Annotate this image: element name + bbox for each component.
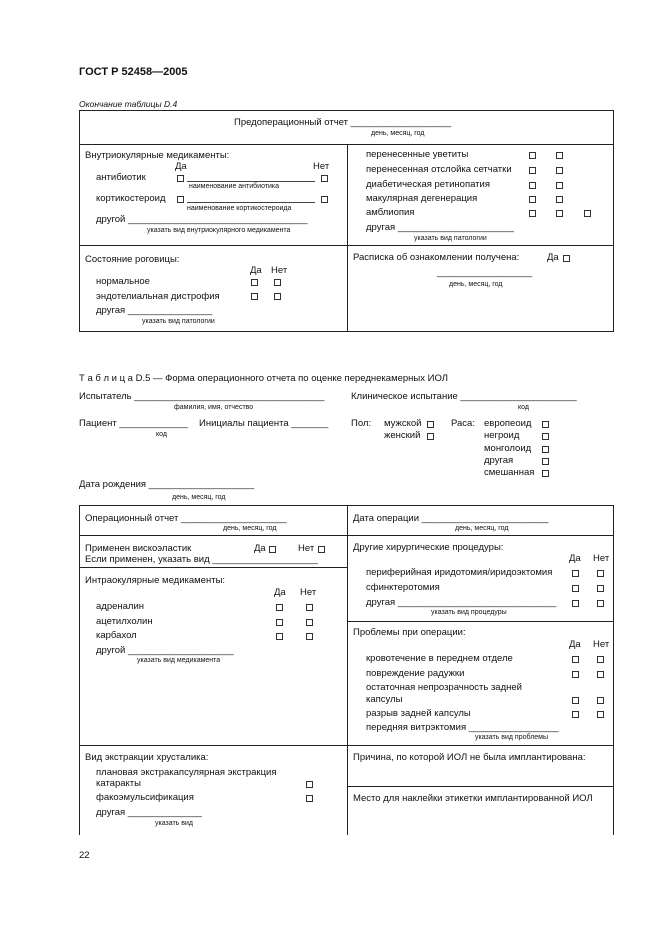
cornea-yes-checkbox[interactable] bbox=[251, 279, 258, 286]
d4-antibiotic-label: антибиотик bbox=[96, 172, 146, 183]
d4-row-divider bbox=[79, 245, 614, 246]
investigator-hint: фамилия, имя, отчество bbox=[174, 404, 254, 411]
investigator-field[interactable]: Испытатель ____________________________________ bbox=[79, 391, 325, 402]
history-yes-checkbox[interactable] bbox=[529, 167, 536, 174]
sex-label: Пол: bbox=[351, 418, 372, 429]
d5-row-divider bbox=[347, 621, 614, 622]
procedure-item: периферийная иридотомия/иридоэктомия bbox=[366, 567, 553, 578]
history-no-checkbox[interactable] bbox=[556, 210, 563, 217]
d4-meds-no: Нет bbox=[313, 161, 330, 172]
cornea-no-checkbox[interactable] bbox=[274, 293, 281, 300]
sex-checkbox[interactable] bbox=[427, 433, 434, 440]
problem-no-checkbox[interactable] bbox=[597, 697, 604, 704]
race-option: монголоид bbox=[484, 443, 532, 454]
patient-hint: код bbox=[156, 431, 167, 438]
history-no-checkbox[interactable] bbox=[556, 167, 563, 174]
problems-title: Проблемы при операции: bbox=[353, 627, 466, 638]
other-procedures-title: Другие хирургические процедуры: bbox=[353, 542, 504, 553]
op-date-field[interactable]: Дата операции ________________________ bbox=[353, 513, 549, 524]
extraction-other-field[interactable]: другая ______________ bbox=[96, 807, 202, 818]
problems-yes: Да bbox=[569, 639, 581, 650]
problem-item: кровотечение в переднем отделе bbox=[366, 653, 513, 664]
clinical-trial-field[interactable]: Клиническое испытание ______________________ bbox=[351, 391, 577, 402]
iop-med-no-checkbox[interactable] bbox=[306, 604, 313, 611]
problem-yes-checkbox[interactable] bbox=[572, 656, 579, 663]
history-item: перенесенная отслойка сетчатки bbox=[366, 164, 512, 175]
iop-med-item: адреналин bbox=[96, 601, 145, 612]
d5-row-divider bbox=[79, 567, 347, 568]
history-item: диабетическая ретинопатия bbox=[366, 179, 490, 190]
antibiotic-no-checkbox[interactable] bbox=[321, 175, 328, 182]
viscoelastic-no: Нет bbox=[298, 543, 315, 554]
extraction-title: Вид экстракции хрусталика: bbox=[85, 752, 209, 763]
iop-meds-no: Нет bbox=[300, 587, 317, 598]
procedure-yes-checkbox[interactable] bbox=[572, 600, 579, 607]
problems-no: Нет bbox=[593, 639, 610, 650]
problem-no-checkbox[interactable] bbox=[597, 656, 604, 663]
d5-row-divider bbox=[347, 786, 614, 787]
race-checkbox[interactable] bbox=[542, 433, 549, 440]
d5-row-divider bbox=[79, 535, 614, 536]
race-option: смешанная bbox=[484, 467, 535, 478]
race-checkbox[interactable] bbox=[542, 421, 549, 428]
iol-not-implanted-reason: Причина, по которой ИОЛ не была имплантирована: bbox=[353, 752, 586, 763]
history-yes-checkbox[interactable] bbox=[529, 210, 536, 217]
race-option: негроид bbox=[484, 430, 520, 441]
d4-history-other-hint: указать вид патологии bbox=[414, 235, 487, 242]
antibiotic-yes-checkbox[interactable] bbox=[177, 175, 184, 182]
iop-med-yes-checkbox[interactable] bbox=[276, 633, 283, 640]
history-item: перенесенные уветиты bbox=[366, 149, 469, 160]
problem-yes-checkbox[interactable] bbox=[572, 671, 579, 678]
iop-med-yes-checkbox[interactable] bbox=[276, 604, 283, 611]
history-item: макулярная дегенерация bbox=[366, 193, 478, 204]
history-no-checkbox[interactable] bbox=[556, 152, 563, 159]
procedure-item: сфинктеротомия bbox=[366, 582, 440, 593]
table-d5-caption: Т а б л и ц а D.5 — Форма операционного отчета по оценке переднекамерных ИОЛ bbox=[79, 373, 448, 384]
sex-checkbox[interactable] bbox=[427, 421, 434, 428]
d4-meds-other[interactable]: другой __________________________________ bbox=[96, 214, 308, 225]
patient-initials-field[interactable]: Инициалы пациента _______ bbox=[199, 418, 329, 429]
cornea-yes-checkbox[interactable] bbox=[251, 293, 258, 300]
d4-receipt-date-line[interactable]: __________________ bbox=[437, 267, 533, 278]
d4-meds-title: Внутриокулярные медикаменты: bbox=[85, 150, 230, 161]
viscoelastic-label: Применен вискоэластик bbox=[85, 543, 192, 554]
problem-rupture: разрыв задней капсулы bbox=[366, 708, 471, 719]
viscoelastic-type-field[interactable]: Если применен, указать вид ____________________ bbox=[85, 554, 318, 565]
history-yes-checkbox[interactable] bbox=[529, 182, 536, 189]
d4-cornea-other-hint: указать вид патологии bbox=[142, 318, 215, 325]
problem-no-checkbox[interactable] bbox=[597, 711, 604, 718]
procedure-yes-checkbox[interactable] bbox=[572, 585, 579, 592]
history-yes-checkbox[interactable] bbox=[529, 196, 536, 203]
d4-receipt-yes: Да bbox=[547, 252, 559, 263]
problem-opacity-line2: капсулы bbox=[366, 694, 403, 705]
history-no-checkbox[interactable] bbox=[556, 196, 563, 203]
procedure-other-hint: указать вид процедуры bbox=[431, 609, 507, 616]
d4-receipt-label: Расписка об ознакомлении получена: bbox=[353, 252, 520, 263]
antibiotic-hint: наименование антибиотика bbox=[189, 183, 280, 190]
d4-cornea-yes: Да bbox=[250, 265, 262, 276]
history-no-checkbox[interactable] bbox=[556, 182, 563, 189]
iop-med-other-hint: указать вид медикамента bbox=[137, 657, 221, 664]
viscoelastic-yes-checkbox[interactable] bbox=[269, 546, 276, 553]
d4-history-other[interactable]: другая ______________________ bbox=[366, 222, 515, 233]
procedure-no-checkbox[interactable] bbox=[597, 570, 604, 577]
document-standard: ГОСТ Р 52458—2005 bbox=[79, 66, 188, 78]
problem-opacity-line1: остаточная непрозрачность задней bbox=[366, 682, 522, 693]
patient-field[interactable]: Пациент _____________ bbox=[79, 418, 189, 429]
cornea-no-checkbox[interactable] bbox=[274, 279, 281, 286]
d4-corticosteroid-label: кортикостероид bbox=[96, 193, 166, 204]
iop-med-no-checkbox[interactable] bbox=[306, 619, 313, 626]
d4-cornea-no: Нет bbox=[271, 265, 288, 276]
history-extra-checkbox[interactable] bbox=[584, 210, 591, 217]
page-number: 22 bbox=[79, 850, 90, 861]
clinical-trial-hint: код bbox=[518, 404, 529, 411]
d4-divider bbox=[347, 144, 348, 332]
extraction-planned-line2: катаракты bbox=[96, 778, 141, 789]
corticosteroid-name-line[interactable] bbox=[187, 202, 315, 203]
iop-med-no-checkbox[interactable] bbox=[306, 633, 313, 640]
procedure-other-field[interactable]: другая ______________________________ bbox=[366, 597, 557, 608]
corticosteroid-hint: наименование кортикостероида bbox=[187, 205, 292, 212]
problem-yes-checkbox[interactable] bbox=[572, 711, 579, 718]
receipt-yes-checkbox[interactable] bbox=[563, 255, 570, 262]
d4-receipt-date-hint: день, месяц, год bbox=[449, 281, 503, 288]
race-label: Раса: bbox=[451, 418, 475, 429]
cornea-item: нормальное bbox=[96, 276, 150, 287]
dob-field[interactable]: Дата рождения ____________________ bbox=[79, 479, 255, 490]
other-procedures-yes: Да bbox=[569, 553, 581, 564]
race-option: европеоид bbox=[484, 418, 532, 429]
table-d4-caption: Окончание таблицы D.4 bbox=[79, 99, 178, 109]
op-report-hint: день, месяц, год bbox=[223, 525, 277, 532]
race-checkbox[interactable] bbox=[542, 470, 549, 477]
iop-meds-yes: Да bbox=[274, 587, 286, 598]
iop-med-yes-checkbox[interactable] bbox=[276, 619, 283, 626]
problem-vitrectomy-field[interactable]: передняя витрэктомия _________________ bbox=[366, 722, 559, 733]
d5-row-divider bbox=[79, 745, 614, 746]
cornea-item: эндотелиальная дистрофия bbox=[96, 291, 220, 302]
viscoelastic-no-checkbox[interactable] bbox=[318, 546, 325, 553]
extraction-planned-checkbox[interactable] bbox=[306, 781, 313, 788]
d4-cornea-title: Состояние роговицы: bbox=[85, 254, 180, 265]
race-checkbox[interactable] bbox=[542, 458, 549, 465]
preop-report-label: Предоперационный отчет ___________________ bbox=[234, 117, 452, 128]
problem-no-checkbox[interactable] bbox=[597, 671, 604, 678]
iop-med-item: ацетилхолин bbox=[96, 616, 153, 627]
procedure-yes-checkbox[interactable] bbox=[572, 570, 579, 577]
extraction-other-hint: указать вид bbox=[155, 820, 193, 827]
viscoelastic-yes: Да bbox=[254, 543, 266, 554]
history-item: амблиопия bbox=[366, 207, 415, 218]
race-option: другая bbox=[484, 455, 514, 466]
other-procedures-no: Нет bbox=[593, 553, 610, 564]
procedure-no-checkbox[interactable] bbox=[597, 585, 604, 592]
iol-label-place: Место для наклейки этикетки имплантированной ИОЛ bbox=[353, 793, 593, 804]
antibiotic-name-line[interactable] bbox=[187, 181, 315, 182]
iop-med-other-field[interactable]: другой ____________________ bbox=[96, 645, 234, 656]
op-date-hint: день, месяц, год bbox=[455, 525, 509, 532]
race-checkbox[interactable] bbox=[542, 446, 549, 453]
problem-item: повреждение радужки bbox=[366, 668, 465, 679]
history-yes-checkbox[interactable] bbox=[529, 152, 536, 159]
iop-med-item: карбахол bbox=[96, 630, 137, 641]
sex-option: женский bbox=[384, 430, 421, 441]
op-report-field[interactable]: Операционный отчет ____________________ bbox=[85, 513, 287, 524]
extraction-phaco-checkbox[interactable] bbox=[306, 795, 313, 802]
sex-option: мужской bbox=[384, 418, 422, 429]
iop-meds-title: Интраокулярные медикаменты: bbox=[85, 575, 226, 586]
d4-cornea-other[interactable]: другая ________________ bbox=[96, 305, 213, 316]
extraction-planned-line1: плановая экстракапсулярная экстракция bbox=[96, 767, 277, 778]
problem-yes-checkbox[interactable] bbox=[572, 697, 579, 704]
corticosteroid-no-checkbox[interactable] bbox=[321, 196, 328, 203]
preop-date-hint: день, месяц, год bbox=[371, 130, 425, 137]
extraction-phaco: факоэмульсификация bbox=[96, 792, 194, 803]
d4-meds-other-hint: указать вид внутриокулярного медикамента bbox=[147, 227, 291, 234]
procedure-no-checkbox[interactable] bbox=[597, 600, 604, 607]
d4-meds-yes: Да bbox=[175, 161, 187, 172]
corticosteroid-yes-checkbox[interactable] bbox=[177, 196, 184, 203]
problem-vitrectomy-hint: указать вид проблемы bbox=[475, 734, 549, 741]
dob-hint: день, месяц, год bbox=[172, 494, 226, 501]
